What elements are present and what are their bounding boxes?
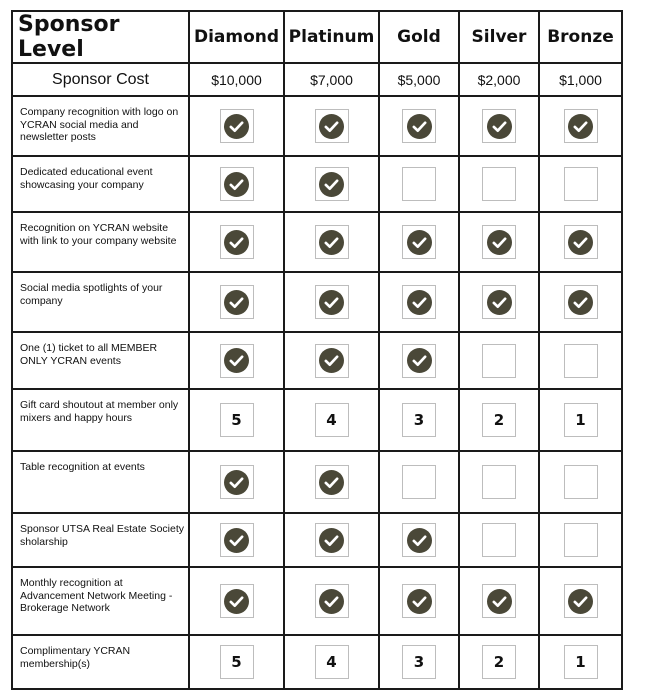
checkbox-empty xyxy=(402,465,436,499)
benefit-cell-silver xyxy=(459,156,539,212)
checkbox-checked xyxy=(220,344,254,378)
benefit-row xyxy=(12,212,622,272)
benefit-cell-bronze xyxy=(539,567,622,635)
benefit-cell-platinum xyxy=(284,212,379,272)
checkbox-checked xyxy=(564,285,598,319)
check-circle-icon xyxy=(224,114,249,139)
benefit-label: Dedicated educational event showcasing your company xyxy=(12,156,189,212)
cost-platinum: $7,000 xyxy=(284,63,379,96)
checkbox-checked xyxy=(315,584,349,618)
checkbox-checked xyxy=(482,285,516,319)
check-circle-icon xyxy=(319,114,344,139)
count-box xyxy=(402,645,436,679)
benefit-row xyxy=(12,389,622,451)
benefit-label: Table recognition at events xyxy=(12,451,189,513)
check-circle-icon xyxy=(487,230,512,255)
count-value: 4 xyxy=(326,653,337,671)
benefit-cell-bronze xyxy=(539,156,622,212)
benefit-cell-gold xyxy=(379,272,459,332)
benefit-cell-bronze xyxy=(539,389,622,451)
benefit-label: Company recognition with logo on YCRAN social media and newsletter posts xyxy=(12,96,189,156)
check-circle-icon xyxy=(407,114,432,139)
benefit-row xyxy=(12,513,622,567)
benefit-label: Sponsor UTSA Real Estate Society sholarship xyxy=(12,513,189,567)
benefit-cell-silver xyxy=(459,332,539,389)
benefit-cell-bronze xyxy=(539,451,622,513)
tier-header-row xyxy=(12,11,622,63)
count-box xyxy=(564,645,598,679)
checkbox-checked xyxy=(315,225,349,259)
count-value: 1 xyxy=(575,411,586,429)
check-circle-icon xyxy=(407,348,432,373)
checkbox-empty xyxy=(564,167,598,201)
sponsor-level-table xyxy=(11,10,623,690)
checkbox-checked xyxy=(220,167,254,201)
check-circle-icon xyxy=(319,230,344,255)
check-circle-icon xyxy=(224,528,249,553)
benefit-label: One (1) ticket to all MEMBER ONLY YCRAN events xyxy=(12,332,189,389)
check-circle-icon xyxy=(224,589,249,614)
checkbox-empty xyxy=(564,523,598,557)
benefit-cell-bronze xyxy=(539,635,622,689)
checkbox-checked xyxy=(482,225,516,259)
benefit-cell-platinum xyxy=(284,451,379,513)
checkbox-checked xyxy=(315,285,349,319)
count-box xyxy=(220,403,254,437)
benefit-cell-diamond xyxy=(189,567,284,635)
benefit-label: Recognition on YCRAN website with link to your company website xyxy=(12,212,189,272)
benefit-cell-gold xyxy=(379,635,459,689)
benefit-cell-silver xyxy=(459,389,539,451)
checkbox-checked xyxy=(220,523,254,557)
count-value: 4 xyxy=(326,411,337,429)
count-value: 2 xyxy=(493,653,505,671)
checkbox-checked xyxy=(220,225,254,259)
cost-gold: $5,000 xyxy=(379,63,459,96)
check-circle-icon xyxy=(319,172,344,197)
checkbox-checked xyxy=(315,523,349,557)
benefit-cell-gold xyxy=(379,513,459,567)
benefit-cell-platinum xyxy=(284,96,379,156)
count-value: 2 xyxy=(493,411,505,429)
benefit-cell-silver xyxy=(459,513,539,567)
count-box xyxy=(564,403,598,437)
benefit-row xyxy=(12,332,622,389)
check-circle-icon xyxy=(224,230,249,255)
check-circle-icon xyxy=(319,348,344,373)
count-box xyxy=(220,645,254,679)
checkbox-empty xyxy=(482,523,516,557)
benefit-cell-platinum xyxy=(284,635,379,689)
checkbox-checked xyxy=(315,344,349,378)
checkbox-checked xyxy=(564,584,598,618)
checkbox-checked xyxy=(564,225,598,259)
check-circle-icon xyxy=(319,290,344,315)
checkbox-empty xyxy=(564,465,598,499)
benefit-cell-gold xyxy=(379,332,459,389)
check-circle-icon xyxy=(407,528,432,553)
checkbox-checked xyxy=(315,465,349,499)
count-value: 3 xyxy=(413,653,425,671)
tier-heading-silver: Silver xyxy=(459,11,539,63)
tier-heading-gold: Gold xyxy=(379,11,459,63)
benefit-cell-diamond xyxy=(189,332,284,389)
benefit-cell-bronze xyxy=(539,272,622,332)
count-box xyxy=(482,645,516,679)
benefit-row xyxy=(12,156,622,212)
checkbox-checked xyxy=(402,225,436,259)
checkbox-checked xyxy=(482,584,516,618)
benefit-cell-diamond xyxy=(189,389,284,451)
benefit-cell-gold xyxy=(379,96,459,156)
benefit-cell-platinum xyxy=(284,389,379,451)
checkbox-empty xyxy=(482,344,516,378)
check-circle-icon xyxy=(568,290,593,315)
benefit-cell-gold xyxy=(379,389,459,451)
count-value: 3 xyxy=(413,411,425,429)
checkbox-checked xyxy=(220,584,254,618)
cost-diamond: $10,000 xyxy=(189,63,284,96)
checkbox-checked xyxy=(402,285,436,319)
check-circle-icon xyxy=(224,470,249,495)
check-circle-icon xyxy=(487,589,512,614)
cost-silver: $2,000 xyxy=(459,63,539,96)
benefit-cell-bronze xyxy=(539,332,622,389)
checkbox-checked xyxy=(482,109,516,143)
check-circle-icon xyxy=(568,114,593,139)
cost-bronze: $1,000 xyxy=(539,63,622,96)
count-value: 1 xyxy=(575,653,586,671)
benefit-cell-diamond xyxy=(189,156,284,212)
benefit-cell-bronze xyxy=(539,513,622,567)
benefit-cell-gold xyxy=(379,212,459,272)
check-circle-icon xyxy=(407,290,432,315)
check-circle-icon xyxy=(319,528,344,553)
check-circle-icon xyxy=(568,589,593,614)
tier-heading-bronze: Bronze xyxy=(539,11,622,63)
benefit-cell-diamond xyxy=(189,513,284,567)
checkbox-checked xyxy=(220,465,254,499)
benefit-cell-silver xyxy=(459,96,539,156)
benefit-label: Monthly recognition at Advancement Network Meeting - Brokerage Network xyxy=(12,567,189,635)
sponsor-cost-row xyxy=(12,63,622,96)
check-circle-icon xyxy=(487,290,512,315)
benefit-cell-platinum xyxy=(284,332,379,389)
benefit-cell-platinum xyxy=(284,272,379,332)
benefit-cell-silver xyxy=(459,212,539,272)
checkbox-checked xyxy=(220,285,254,319)
benefit-cell-silver xyxy=(459,567,539,635)
benefit-row xyxy=(12,635,622,689)
check-circle-icon xyxy=(319,589,344,614)
benefit-cell-platinum xyxy=(284,513,379,567)
check-circle-icon xyxy=(319,470,344,495)
checkbox-empty xyxy=(482,465,516,499)
benefit-label: Social media spotlights of your company xyxy=(12,272,189,332)
benefit-cell-silver xyxy=(459,272,539,332)
benefit-cell-gold xyxy=(379,451,459,513)
checkbox-checked xyxy=(402,109,436,143)
check-circle-icon xyxy=(407,589,432,614)
checkbox-empty xyxy=(564,344,598,378)
benefit-row xyxy=(12,567,622,635)
benefit-cell-gold xyxy=(379,156,459,212)
check-circle-icon xyxy=(224,290,249,315)
sponsor-level-heading: Sponsor Level xyxy=(12,11,189,63)
benefit-cell-diamond xyxy=(189,212,284,272)
count-value: 5 xyxy=(231,411,242,429)
benefit-cell-diamond xyxy=(189,96,284,156)
benefit-cell-gold xyxy=(379,567,459,635)
benefit-row xyxy=(12,272,622,332)
sponsor-cost-label: Sponsor Cost xyxy=(12,63,189,96)
benefit-cell-diamond xyxy=(189,272,284,332)
benefit-cell-diamond xyxy=(189,451,284,513)
count-value: 5 xyxy=(231,653,242,671)
count-box xyxy=(482,403,516,437)
check-circle-icon xyxy=(224,348,249,373)
tier-heading-diamond: Diamond xyxy=(189,11,284,63)
benefit-cell-platinum xyxy=(284,156,379,212)
benefit-cell-platinum xyxy=(284,567,379,635)
benefit-label: Gift card shoutout at member only mixers and happy hours xyxy=(12,389,189,451)
checkbox-checked xyxy=(402,523,436,557)
check-circle-icon xyxy=(224,172,249,197)
checkbox-checked xyxy=(220,109,254,143)
checkbox-checked xyxy=(402,344,436,378)
count-box xyxy=(402,403,436,437)
benefit-row xyxy=(12,96,622,156)
count-box xyxy=(315,645,349,679)
checkbox-checked xyxy=(564,109,598,143)
benefit-row xyxy=(12,451,622,513)
benefit-label: Complimentary YCRAN membership(s) xyxy=(12,635,189,689)
checkbox-checked xyxy=(315,109,349,143)
check-circle-icon xyxy=(407,230,432,255)
benefit-cell-diamond xyxy=(189,635,284,689)
check-circle-icon xyxy=(568,230,593,255)
benefit-cell-silver xyxy=(459,635,539,689)
benefit-cell-silver xyxy=(459,451,539,513)
checkbox-empty xyxy=(402,167,436,201)
checkbox-empty xyxy=(482,167,516,201)
tier-heading-platinum: Platinum xyxy=(284,11,379,63)
benefit-cell-bronze xyxy=(539,212,622,272)
check-circle-icon xyxy=(487,114,512,139)
benefit-cell-bronze xyxy=(539,96,622,156)
count-box xyxy=(315,403,349,437)
checkbox-checked xyxy=(402,584,436,618)
checkbox-checked xyxy=(315,167,349,201)
